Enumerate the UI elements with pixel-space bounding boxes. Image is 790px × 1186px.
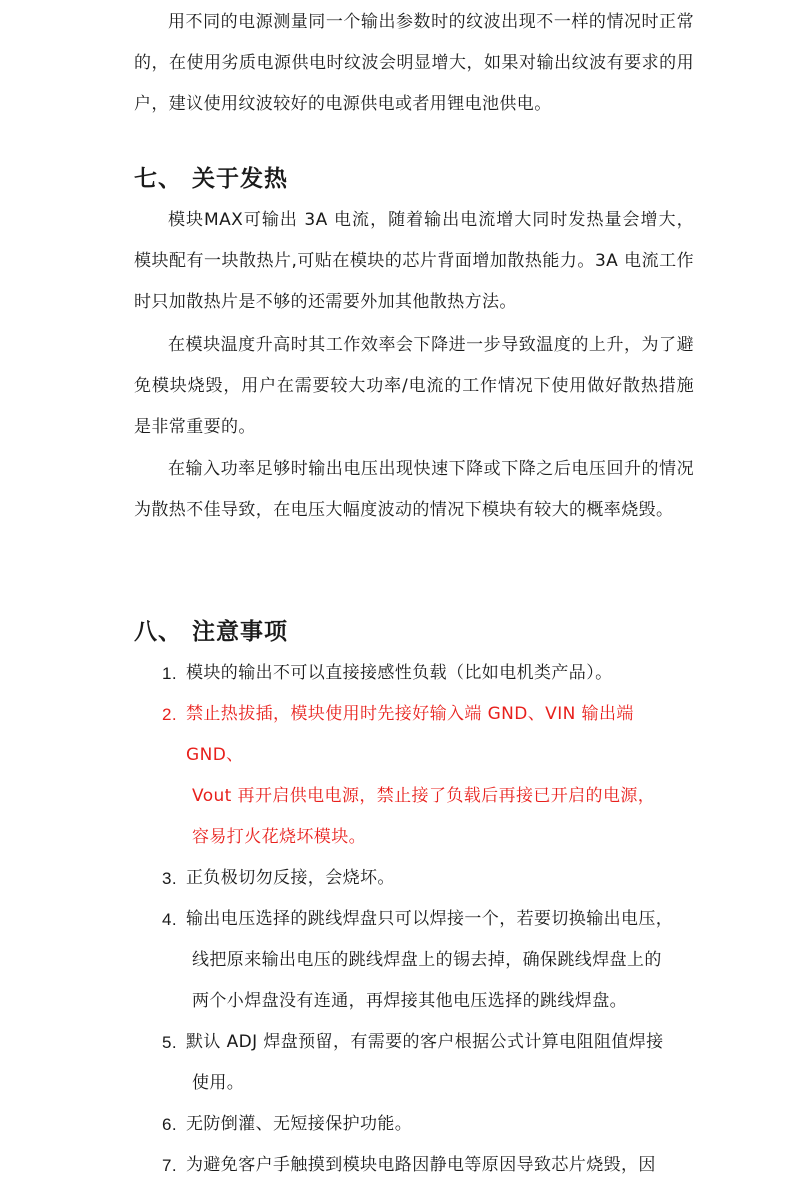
list-marker: 2. <box>162 705 177 724</box>
list-item <box>134 899 694 1022</box>
list-item-line: 输出电压选择的跳线焊盘只可以焊接一个，若要切换输出电压， <box>186 909 674 929</box>
list-item <box>134 653 694 694</box>
section-7-number: 七、 <box>134 166 182 192</box>
section-7-paragraph-1: 模块MAX可输出 3A 电流，随着输出电流增大同时发热量会增大，模块配有一块散热片,可贴在模块的芯片背面增加散热能力。3A 电流工作时只加散热片是不够的还需要外加其他散热方法。 <box>134 210 694 312</box>
list-marker: 7. <box>162 1156 177 1175</box>
list-item-line: 模块的输出不可以直接接感性负载（比如电机类产品）。 <box>186 663 613 683</box>
list-item <box>134 1104 694 1145</box>
list-item-line: 两个小焊盘没有连通，再焊接其他电压选择的跳线焊盘。 <box>192 991 627 1011</box>
list-item-line: 正负极切勿反接，会烧坏。 <box>186 868 395 888</box>
list-item-line: 为避免客户手触摸到模块电路因静电等原因导致芯片烧毁，因 <box>186 1155 656 1175</box>
section-7-paragraph-2: 在模块温度升高时其工作效率会下降进一步导致温度的上升，为了避免模块烧毁，用户在需要较大功率/电流的工作情况下使用做好散热措施是非常重要的。 <box>134 335 694 437</box>
list-item-line: 容易打火花烧坏模块。 <box>192 827 366 847</box>
list-marker: 1. <box>162 664 177 683</box>
list-marker: 5. <box>162 1033 177 1052</box>
precautions-list <box>134 653 694 1186</box>
list-item <box>134 1022 694 1104</box>
list-item-line: 无防倒灌、无短接保护功能。 <box>186 1114 413 1134</box>
list-item-line: 禁止热拔插，模块使用时先接好输入端 GND、VIN 输出端 GND、 <box>186 704 634 765</box>
list-marker: 3. <box>162 869 177 888</box>
list-item <box>134 1145 694 1186</box>
list-item-line: 使用。 <box>192 1073 245 1093</box>
section-8-title: 注意事项 <box>192 619 288 645</box>
list-item-line: 默认 ADJ 焊盘预留，有需要的客户根据公式计算电阻阻值焊接 <box>186 1032 664 1052</box>
section-7-heading <box>134 164 288 194</box>
section-8-heading <box>134 617 288 647</box>
list-marker: 4. <box>162 910 177 929</box>
section-8-number: 八、 <box>134 619 182 645</box>
list-item-line: Vout 再开启供电电源，禁止接了负载后再接已开启的电源， <box>192 786 656 806</box>
list-marker: 6. <box>162 1115 177 1134</box>
list-item-line: 线把原来输出电压的跳线焊盘上的锡去掉，确保跳线焊盘上的 <box>192 950 662 970</box>
section-7-title: 关于发热 <box>192 166 288 192</box>
list-item <box>134 858 694 899</box>
list-item-warning <box>134 694 694 858</box>
intro-paragraph: 用不同的电源测量同一个输出参数时的纹波出现不一样的情况时正常的，在使用劣质电源供电时纹波会明显增大，如果对输出纹波有要求的用户，建议使用纹波较好的电源供电或者用锂电池供电。 <box>134 12 694 114</box>
section-7-paragraph-3: 在输入功率足够时输出电压出现快速下降或下降之后电压回升的情况为散热不佳导致，在电压大幅度波动的情况下模块有较大的概率烧毁。 <box>134 459 694 520</box>
